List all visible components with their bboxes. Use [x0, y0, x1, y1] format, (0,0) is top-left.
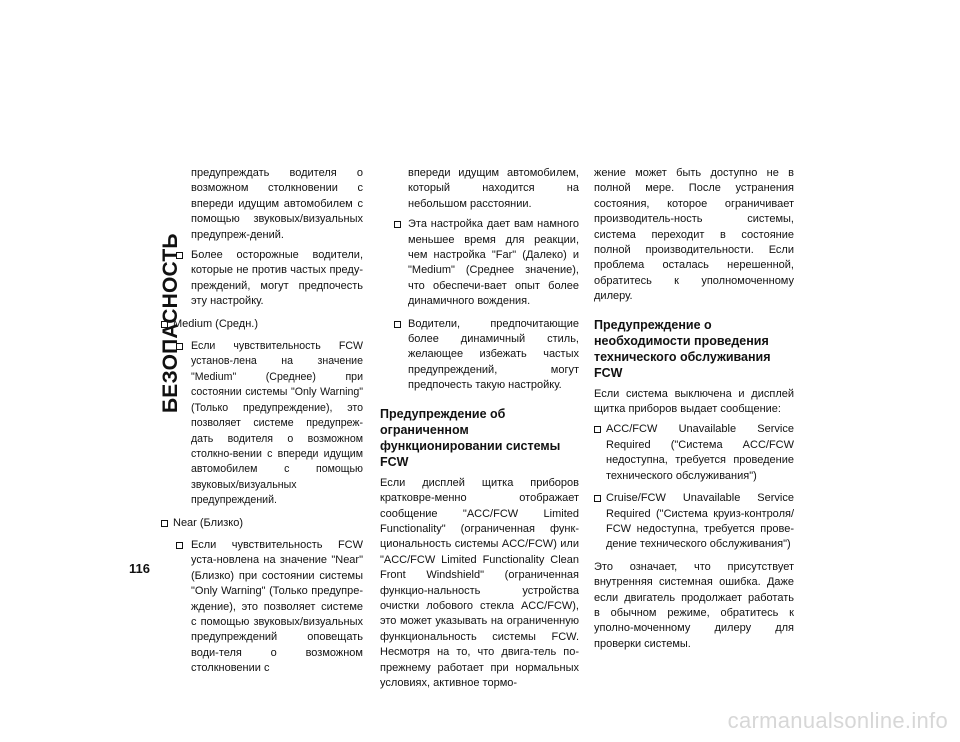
bullet-item [380, 317, 579, 394]
bullet-item [161, 516, 363, 531]
bullet-item [594, 491, 794, 553]
bullet-text: Near (Близко) [173, 516, 243, 529]
paragraph: Если дисплей щитка приборов кратковре-менно отображает сообщение "ACC/FCW Limited Functionality" (ограниченная функ-циональность системы ACC/FCW) или "ACC/FCW Limited Functionality Clean Front Windshield" (ограниченная функцио-нальность устройства очистки лобового стекла ACC/FCW), это может указывать на ограниченную функциональность системы FCW. Несмотря на то, что двига-тель по-прежнему работает при нормальных условиях, активное тормо- [380, 476, 579, 689]
checkbox-bullet-icon [161, 321, 168, 328]
paragraph: Если система выключена и дисплей щитка приборов выдает сообщение: [594, 387, 794, 416]
bullet-item [380, 217, 579, 309]
bullet-item [161, 317, 363, 332]
bullet-item [161, 538, 363, 677]
paragraph: впереди идущим автомобилем, который находится на небольшом расстоянии. [408, 167, 579, 210]
bullet-text: Эта настройка дает вам намного меньшее время для реакции, чем настройка "Far" (Далеко) и "Medium" (Среднее значение), что обеспечи-вает опыт более динамичного вождения. [408, 218, 579, 308]
bullet-text: ACC/FCW Unavailable Service Required ("Система ACC/FCW недоступна, требуется проведение технического обслуживания") [606, 423, 794, 482]
bullet-text: Если чувствительность FCW установ-лена на значение "Medium" (Среднее) при состоянии системы "Only Warning" (Только предупреждение), это позволяет системе предупреж-дать водителя о возможном столкно-вении с впереди идущим автомобилем с помощью звуковых/визуальных предупреждений. [191, 340, 363, 507]
watermark-text: carmanualsonline.info [727, 708, 948, 733]
bullet-text: Medium (Средн.) [173, 317, 258, 330]
bullet-item [594, 422, 794, 484]
bullet-text: Водители, предпочитающие более динамичный стиль, желающее избежать частых предупреждений, могут предпочесть такую настройку. [408, 317, 579, 392]
bullet-text: Более осторожные водители, которые не против частых преду-преждений, могут предпочесть эту настройку. [191, 249, 363, 308]
checkbox-bullet-icon [594, 426, 601, 433]
checkbox-bullet-icon [176, 343, 183, 350]
checkbox-bullet-icon [594, 495, 601, 502]
paragraph: предупреждать водителя о возможном столкновении с впереди идущим автомобилем с помощью звуковых/визуальных предупреж-дений. [191, 167, 363, 241]
section-title-vertical [127, 168, 182, 413]
section-heading: Предупреждение о необходимости проведения технического обслуживания FCW [594, 317, 771, 380]
checkbox-bullet-icon [176, 542, 183, 549]
text-column-3 [594, 166, 794, 657]
text-column-1 [161, 166, 363, 684]
checkbox-bullet-icon [161, 520, 168, 527]
text-column-2 [380, 166, 579, 696]
checkbox-bullet-icon [176, 252, 183, 259]
bullet-text: Cruise/FCW Unavailable Service Required ("Система круиз-контроля/ FCW недоступна, требуется прове-дение технического обслуживания") [606, 492, 794, 551]
page-number: 116 [129, 561, 150, 576]
section-title-text: БЕЗОПАСНОСТЬ [159, 233, 182, 413]
paragraph: Это означает, что присутствует внутренняя системная ошибка. Даже если двигатель продолжает работать в обычном режиме, обратитесь к уполно-моченному дилеру для проверки системы. [594, 560, 794, 650]
checkbox-bullet-icon [394, 221, 401, 228]
bullet-text: Если чувствительность FCW уста-новлена на значение "Near" (Близко) при состоянии системы "Only Warning" (Только предупре-ждение), это позволяет системе с помощью звуковых/визуальных предупреждений оповещать води-теля о возможном столкновении с [191, 538, 363, 675]
checkbox-bullet-icon [394, 321, 401, 328]
bullet-item [161, 339, 363, 508]
paragraph: жение может быть доступно не в полной мере. После устранения состояния, которое ограничивает производитель-ность системы, система переходит в состояние полной производительности. Если проблема осталась нерешенной, обратитесь к уполномоченному дилеру. [594, 167, 794, 303]
section-heading: Предупреждение об ограниченном функционировании системы FCW [380, 406, 561, 469]
bullet-item [161, 248, 363, 310]
